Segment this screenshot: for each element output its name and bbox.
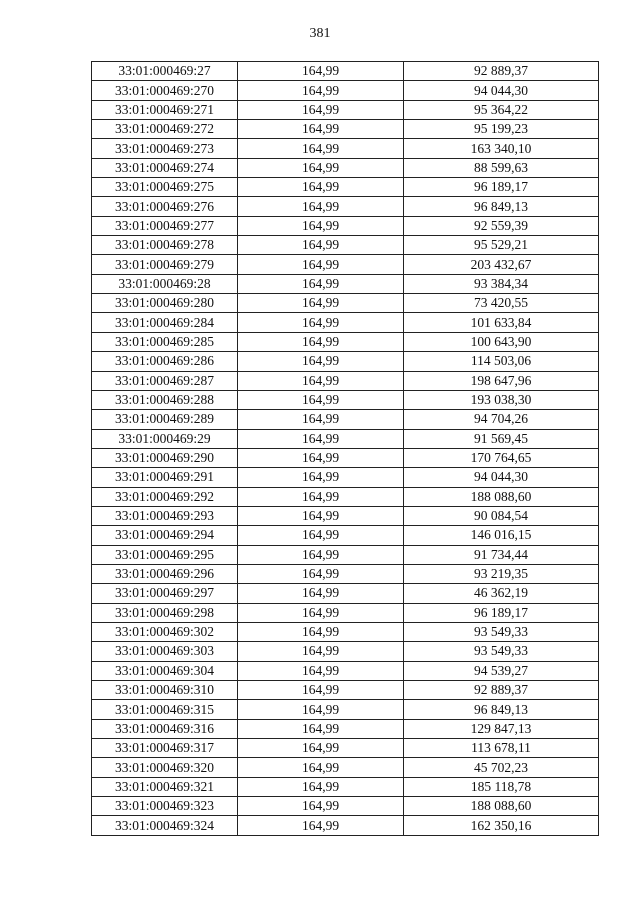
table-row: [92, 622, 599, 641]
table-row: [92, 468, 599, 487]
rate-cell: 164,99: [238, 313, 404, 332]
table-row: [92, 158, 599, 177]
table-row: [92, 255, 599, 274]
table-row: [92, 62, 599, 81]
value-cell: 96 189,17: [404, 178, 599, 197]
cadastral-number-cell: 33:01:000469:292: [92, 487, 238, 506]
value-cell: 198 647,96: [404, 371, 599, 390]
value-cell: 92 889,37: [404, 681, 599, 700]
table-row: [92, 216, 599, 235]
value-cell: 92 889,37: [404, 62, 599, 81]
rate-cell: 164,99: [238, 390, 404, 409]
value-cell: 113 678,11: [404, 739, 599, 758]
value-cell: 92 559,39: [404, 216, 599, 235]
table-row: [92, 236, 599, 255]
table-row: [92, 700, 599, 719]
rate-cell: 164,99: [238, 487, 404, 506]
table-row: [92, 100, 599, 119]
table-row: [92, 139, 599, 158]
table-row: [92, 120, 599, 139]
table-row: [92, 332, 599, 351]
value-cell: 94 044,30: [404, 81, 599, 100]
value-cell: 90 084,54: [404, 506, 599, 525]
rate-cell: 164,99: [238, 81, 404, 100]
cadastral-number-cell: 33:01:000469:316: [92, 719, 238, 738]
cadastral-number-cell: 33:01:000469:321: [92, 777, 238, 796]
cadastral-number-cell: 33:01:000469:284: [92, 313, 238, 332]
value-cell: 185 118,78: [404, 777, 599, 796]
cadastral-number-cell: 33:01:000469:296: [92, 564, 238, 583]
value-cell: 129 847,13: [404, 719, 599, 738]
cadastral-value-table: [91, 61, 599, 836]
table-row: [92, 81, 599, 100]
table-row: [92, 448, 599, 467]
value-cell: 88 599,63: [404, 158, 599, 177]
cadastral-number-cell: 33:01:000469:302: [92, 622, 238, 641]
cadastral-number-cell: 33:01:000469:279: [92, 255, 238, 274]
table-row: [92, 777, 599, 796]
value-cell: 94 044,30: [404, 468, 599, 487]
table-row: [92, 758, 599, 777]
rate-cell: 164,99: [238, 642, 404, 661]
cadastral-number-cell: 33:01:000469:29: [92, 429, 238, 448]
cadastral-number-cell: 33:01:000469:304: [92, 661, 238, 680]
cadastral-number-cell: 33:01:000469:289: [92, 410, 238, 429]
table-row: [92, 545, 599, 564]
table-row: [92, 274, 599, 293]
rate-cell: 164,99: [238, 584, 404, 603]
value-cell: 101 633,84: [404, 313, 599, 332]
table-row: [92, 429, 599, 448]
value-cell: 95 529,21: [404, 236, 599, 255]
value-cell: 45 702,23: [404, 758, 599, 777]
rate-cell: 164,99: [238, 294, 404, 313]
rate-cell: 164,99: [238, 216, 404, 235]
value-cell: 94 539,27: [404, 661, 599, 680]
cadastral-number-cell: 33:01:000469:286: [92, 352, 238, 371]
value-cell: 170 764,65: [404, 448, 599, 467]
cadastral-number-cell: 33:01:000469:271: [92, 100, 238, 119]
rate-cell: 164,99: [238, 352, 404, 371]
value-cell: 193 038,30: [404, 390, 599, 409]
table-row: [92, 661, 599, 680]
cadastral-number-cell: 33:01:000469:272: [92, 120, 238, 139]
value-cell: 91 569,45: [404, 429, 599, 448]
cadastral-number-cell: 33:01:000469:280: [92, 294, 238, 313]
table-row: [92, 352, 599, 371]
table-row: [92, 506, 599, 525]
value-cell: 162 350,16: [404, 816, 599, 835]
table-row: [92, 294, 599, 313]
rate-cell: 164,99: [238, 410, 404, 429]
rate-cell: 164,99: [238, 564, 404, 583]
cadastral-number-cell: 33:01:000469:293: [92, 506, 238, 525]
rate-cell: 164,99: [238, 777, 404, 796]
rate-cell: 164,99: [238, 622, 404, 641]
value-cell: 188 088,60: [404, 487, 599, 506]
cadastral-number-cell: 33:01:000469:291: [92, 468, 238, 487]
cadastral-number-cell: 33:01:000469:320: [92, 758, 238, 777]
value-cell: 114 503,06: [404, 352, 599, 371]
value-cell: 163 340,10: [404, 139, 599, 158]
rate-cell: 164,99: [238, 739, 404, 758]
cadastral-number-cell: 33:01:000469:270: [92, 81, 238, 100]
value-cell: 46 362,19: [404, 584, 599, 603]
cadastral-number-cell: 33:01:000469:285: [92, 332, 238, 351]
rate-cell: 164,99: [238, 468, 404, 487]
rate-cell: 164,99: [238, 120, 404, 139]
cadastral-number-cell: 33:01:000469:276: [92, 197, 238, 216]
rate-cell: 164,99: [238, 700, 404, 719]
value-cell: 94 704,26: [404, 410, 599, 429]
value-cell: 73 420,55: [404, 294, 599, 313]
cadastral-number-cell: 33:01:000469:297: [92, 584, 238, 603]
rate-cell: 164,99: [238, 332, 404, 351]
table-row: [92, 681, 599, 700]
cadastral-number-cell: 33:01:000469:298: [92, 603, 238, 622]
rate-cell: 164,99: [238, 255, 404, 274]
rate-cell: 164,99: [238, 158, 404, 177]
rate-cell: 164,99: [238, 236, 404, 255]
table-row: [92, 487, 599, 506]
cadastral-number-cell: 33:01:000469:303: [92, 642, 238, 661]
rate-cell: 164,99: [238, 545, 404, 564]
table-row: [92, 584, 599, 603]
rate-cell: 164,99: [238, 661, 404, 680]
cadastral-number-cell: 33:01:000469:310: [92, 681, 238, 700]
table-row: [92, 564, 599, 583]
cadastral-number-cell: 33:01:000469:290: [92, 448, 238, 467]
rate-cell: 164,99: [238, 274, 404, 293]
cadastral-number-cell: 33:01:000469:275: [92, 178, 238, 197]
rate-cell: 164,99: [238, 371, 404, 390]
cadastral-number-cell: 33:01:000469:277: [92, 216, 238, 235]
value-cell: 100 643,90: [404, 332, 599, 351]
rate-cell: 164,99: [238, 797, 404, 816]
value-cell: 95 199,23: [404, 120, 599, 139]
table-row: [92, 197, 599, 216]
table-row: [92, 603, 599, 622]
value-cell: 91 734,44: [404, 545, 599, 564]
value-cell: 95 364,22: [404, 100, 599, 119]
table-row: [92, 816, 599, 835]
table-row: [92, 390, 599, 409]
table-row: [92, 739, 599, 758]
rate-cell: 164,99: [238, 758, 404, 777]
value-cell: 188 088,60: [404, 797, 599, 816]
rate-cell: 164,99: [238, 429, 404, 448]
cadastral-number-cell: 33:01:000469:315: [92, 700, 238, 719]
value-cell: 96 849,13: [404, 700, 599, 719]
table-row: [92, 371, 599, 390]
cadastral-number-cell: 33:01:000469:294: [92, 526, 238, 545]
cadastral-number-cell: 33:01:000469:278: [92, 236, 238, 255]
rate-cell: 164,99: [238, 681, 404, 700]
table-body: [92, 62, 599, 836]
cadastral-number-cell: 33:01:000469:295: [92, 545, 238, 564]
cadastral-number-cell: 33:01:000469:287: [92, 371, 238, 390]
rate-cell: 164,99: [238, 506, 404, 525]
rate-cell: 164,99: [238, 197, 404, 216]
table-row: [92, 313, 599, 332]
cadastral-number-cell: 33:01:000469:288: [92, 390, 238, 409]
cadastral-number-cell: 33:01:000469:28: [92, 274, 238, 293]
table-row: [92, 719, 599, 738]
rate-cell: 164,99: [238, 719, 404, 738]
value-cell: 93 219,35: [404, 564, 599, 583]
cadastral-number-cell: 33:01:000469:317: [92, 739, 238, 758]
cadastral-number-cell: 33:01:000469:273: [92, 139, 238, 158]
table-row: [92, 526, 599, 545]
value-cell: 93 384,34: [404, 274, 599, 293]
value-cell: 96 189,17: [404, 603, 599, 622]
value-cell: 93 549,33: [404, 622, 599, 641]
value-cell: 96 849,13: [404, 197, 599, 216]
value-cell: 203 432,67: [404, 255, 599, 274]
rate-cell: 164,99: [238, 100, 404, 119]
rate-cell: 164,99: [238, 816, 404, 835]
rate-cell: 164,99: [238, 526, 404, 545]
cadastral-number-cell: 33:01:000469:323: [92, 797, 238, 816]
table-row: [92, 797, 599, 816]
rate-cell: 164,99: [238, 139, 404, 158]
rate-cell: 164,99: [238, 448, 404, 467]
rate-cell: 164,99: [238, 178, 404, 197]
value-cell: 93 549,33: [404, 642, 599, 661]
rate-cell: 164,99: [238, 62, 404, 81]
value-cell: 146 016,15: [404, 526, 599, 545]
rate-cell: 164,99: [238, 603, 404, 622]
cadastral-number-cell: 33:01:000469:27: [92, 62, 238, 81]
table-row: [92, 410, 599, 429]
page-number: 381: [309, 26, 331, 41]
cadastral-number-cell: 33:01:000469:324: [92, 816, 238, 835]
table-row: [92, 642, 599, 661]
table-row: [92, 178, 599, 197]
cadastral-number-cell: 33:01:000469:274: [92, 158, 238, 177]
